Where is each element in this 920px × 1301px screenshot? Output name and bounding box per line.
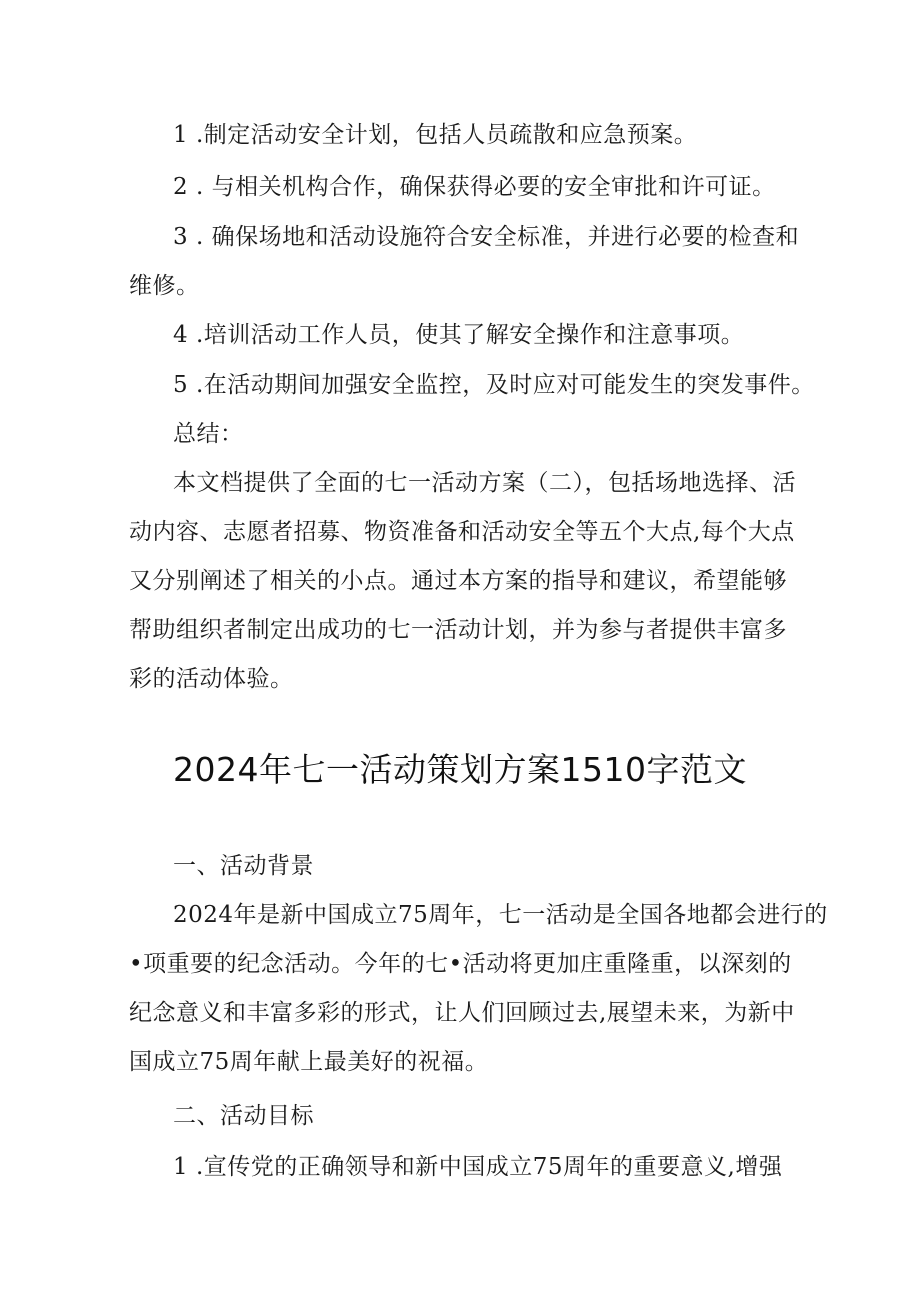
section1-line-2: •项重要的纪念活动。今年的七•活动将更加庄重隆重，以深刻的	[129, 951, 792, 977]
summary-line-1: 本文档提供了全面的七一活动方案（二），包括场地选择、活	[173, 470, 796, 496]
safety-item-2: 2 . 与相关机构合作，确保获得必要的安全审批和许可证。	[173, 174, 776, 200]
safety-item-5: 5 .在活动期间加强安全监控，及时应对可能发生的突发事件。	[173, 372, 815, 398]
summary-line-3: 又分别阐述了相关的小点。通过本方案的指导和建议，希望能够	[129, 568, 787, 594]
safety-item-3: 3 . 确保场地和活动设施符合安全标准，并进行必要的检查和	[173, 224, 800, 250]
section2-line-1: 1 .宣传党的正确领导和新中国成立75周年的重要意义,增强	[173, 1154, 783, 1180]
summary-line-5: 彩的活动体验。	[129, 666, 294, 692]
section2-heading: 二、活动目标	[173, 1103, 314, 1129]
safety-item-1: 1 .制定活动安全计划，包括人员疏散和应急预案。	[173, 122, 698, 148]
summary-line-2: 动内容、志愿者招募、物资准备和活动安全等五个大点,每个大点	[129, 519, 795, 545]
section1-line-1: 2024年是新中国成立75周年，七一活动是全国各地都会进行的	[173, 902, 828, 928]
safety-item-3-continued: 维修。	[129, 273, 200, 299]
summary-line-4: 帮助组织者制定出成功的七一活动计划，并为参与者提供丰富多	[129, 617, 787, 643]
section1-line-4: 国成立75周年献上最美好的祝福。	[129, 1049, 489, 1075]
section1-line-3: 纪念意义和丰富多彩的形式，让人们回顾过去,展望未来，为新中	[129, 1000, 795, 1026]
summary-heading: 总结：	[173, 421, 244, 447]
document-title: 2024年七一活动策划方案1510字范文	[173, 750, 747, 789]
section1-heading: 一、活动背景	[173, 853, 314, 879]
safety-item-4: 4 .培训活动工作人员，使其了解安全操作和注意事项。	[173, 322, 745, 348]
